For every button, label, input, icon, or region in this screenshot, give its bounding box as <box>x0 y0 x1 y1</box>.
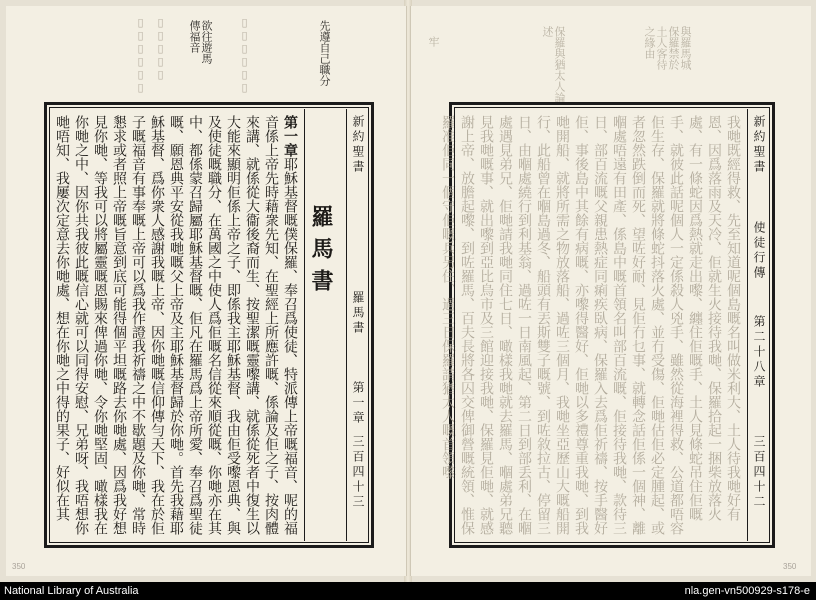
left-running-head-book: 新約聖書 <box>351 115 365 175</box>
pencil-mark-right: 350 <box>783 562 797 571</box>
margin-note-rome: 與羅馬城 <box>679 26 692 70</box>
margin-note-paul-jews: 保羅與猶太人論述 <box>541 26 566 103</box>
chapter-heading: 第一章 <box>282 115 298 157</box>
body-text: 耶穌基督嘅僕保羅、奉召爲使徒、特派傳上帝嘅福音、呢的福音係上帝先時藉衆先知、在聖經上所應許嘅、係論及佢之子、按肉體來講、就係從大衞後裔而生、按聖潔嘅靈嚟講、就係從死者中復生以大能來顯明佢係上帝之子、即係我主耶穌基督、我由佢受嚟恩典、與及使徒嘅職分、在萬國之中使人爲佢嘅名信從來順從嘅、你哋亦在其中、都係蒙召歸屬耶穌基督嘅、佢凡在羅馬爲上帝所愛、奉召爲聖徒嘅、願恩典平安從我哋嘅父上帝及主耶穌基督歸於你哋。首先我藉耶穌基督、爲你衆人感謝我嘅上帝、因你哋嘅信仰傳勻天下、我在於佢子嘅福音有事奉嘅上帝可以爲我作證我祈禱之中不歇題及你哋、常時懇求或者照上帝嘅旨意到底可能得個平坦嘅路去你哋處、因爲我好想見你哋、等我可以將屬靈嘅恩賜來俾過你哋、令你哋堅固、噉樣我在你哋之中、因你共我彼此嘅信心就可以同得安慰、兄弟呀、我唔想你哋唔知、我屢次定意去你哋處、想在你哋之中得的果子、好似在其 <box>54 115 298 535</box>
left-running-head-chapter: 第一章 <box>351 381 365 426</box>
margin-note-duty: 先遵自己職分 <box>318 20 331 86</box>
footer-credit: National Library of Australia <box>4 585 139 597</box>
margin-note-reason: 之緣由 <box>643 26 656 59</box>
margin-note-go-rome: 欲往遊馬 <box>200 20 213 64</box>
right-page-number: 三百四十二 <box>752 435 766 510</box>
right-text-frame <box>440 102 775 548</box>
left-page <box>6 6 407 576</box>
left-text-frame <box>44 102 374 548</box>
footer-identifier: nla.gen-vn500929-s178-e <box>684 585 810 597</box>
book-title: 羅馬書 <box>308 205 334 301</box>
footer-bar <box>0 582 816 600</box>
bleed-through-text: ▯▯▯▯▯▯ <box>134 16 147 94</box>
margin-note-preach: 傳福音 <box>188 20 201 53</box>
body-text-romans-1 <box>53 115 299 541</box>
left-header-rule <box>346 109 347 541</box>
title-rule <box>304 109 305 541</box>
left-running-head-title: 羅馬書 <box>351 291 365 336</box>
left-page-number: 三百四十三 <box>351 435 365 510</box>
body-text-acts-28: 我哋既經得救、先至知道呢個島嘅名叫做米利大、土人待我哋好有恩、因爲落雨及天冷、佢就生火接待我哋、保羅拾起一捆柴放落火處、有一條蛇因爲熱就走出嚟、纏住佢嘅手、土人見條蛇吊住佢嘅手、就彼此話呢個人一定係殺人兇手、雖然從海裡得救、公道都唔容佢生存、保羅就將條蛇抖落火處、並冇受傷、佢哋估佢必定腫起、或者忽然跌倒而死、望咗好耐、見佢冇乜事、就轉念話佢係一個神、離嗰處唔遠有田產、係島中嘅首領名叫部百流嘅、佢接待我哋、款待三日、部百流嘅父親患熱症同痢疾臥病、保羅入去爲佢祈禱、按手醫好佢、事後島中其餘有病嘅、亦嚟得醫好、佢哋以多禮尊重我哋、到我哋開船、就將所需之物放落船、過咗三個月、我哋坐亞歷山大嘅船開行、此船曾在嗰島過冬、船頭有丟斯雙子嘅號、到咗敘拉古、停留三日、由嗰處繞行到利基翁、過咗一日南風起、第二日到部丢利、在嗰處遇見弟兄、佢哋請我哋同住七日、噉樣我哋就去羅馬、嗰處弟兄聽見我哋嘅事、就出嚟到亞比烏市及三館迎接我哋、保羅見佢哋、就感謝上帝、放膽起嚟、到咗羅馬、百夫長將各囚交俾御營嘅統領、惟保羅准佢同一個守佢嘅兵另住、過三日保羅請猶太人嘅首領嚟 <box>440 115 741 535</box>
right-running-head-title: 使徒行傳 <box>752 221 766 281</box>
right-page <box>410 6 811 576</box>
margin-note-paul-bound: 保羅禁於 <box>667 26 680 70</box>
right-header-rule <box>747 109 748 541</box>
right-running-head-chapter: 第二十八章 <box>752 315 766 390</box>
margin-note-guest: 牢 <box>427 36 440 47</box>
margin-note-natives: 土人客待 <box>655 26 668 70</box>
pencil-mark-left: 350 <box>12 562 26 571</box>
right-running-head-book: 新約聖書 <box>752 115 766 175</box>
bleed-through-text: ▯▯▯▯▯▯ <box>238 16 251 94</box>
bleed-through-text: ▯▯▯▯▯ <box>154 16 167 81</box>
